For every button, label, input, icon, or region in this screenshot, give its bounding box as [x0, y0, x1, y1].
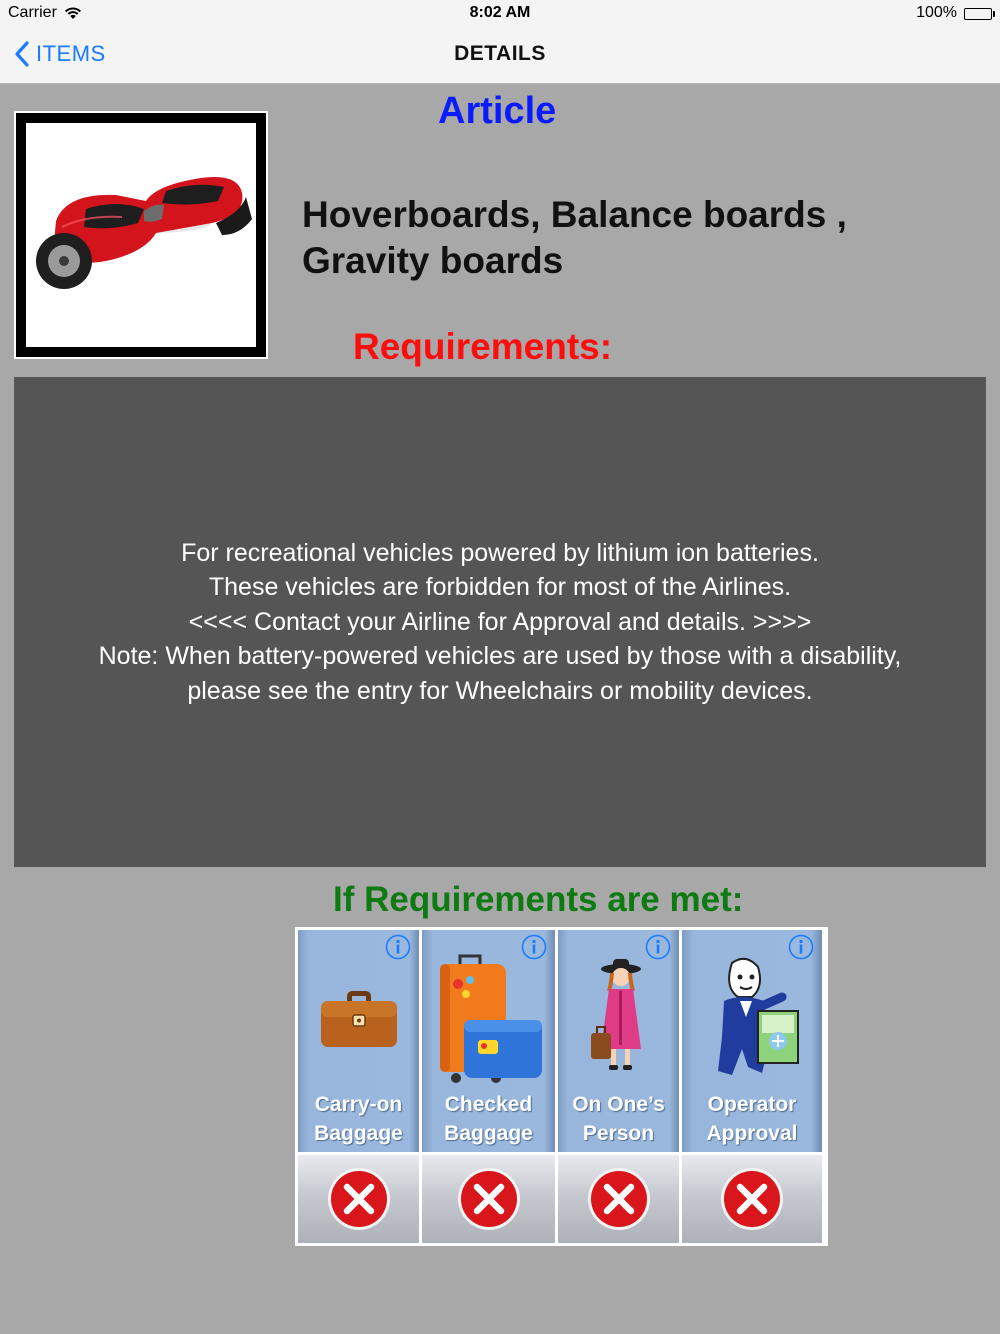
on-ones-person-label: On One’s Person: [572, 1093, 665, 1145]
carry-on-baggage-tile[interactable]: [298, 930, 419, 1152]
navigation-bar: [0, 28, 1000, 84]
status-bar: [0, 0, 1000, 28]
carrier-label: Carrier: [8, 4, 57, 21]
on-person-not-allowed[interactable]: [558, 1152, 679, 1243]
checked-baggage-tile[interactable]: [422, 930, 555, 1152]
checked-not-allowed[interactable]: [422, 1152, 555, 1243]
battery-icon: [964, 8, 992, 20]
operator-approval-tile[interactable]: [682, 930, 822, 1152]
not-allowed-icon: [586, 1166, 652, 1232]
option-carry-on: [298, 930, 422, 1243]
not-allowed-icon: [719, 1166, 785, 1232]
requirements-panel: [14, 377, 986, 867]
hoverboard-image: [26, 123, 256, 313]
requirements-text: For recreational vehicles powered by lithium ion batteries. These vehicles are forbidden for most of the Airlines. <<<< Contact your Airline for Approval and details. >>>> Note: When battery-powered vehicles are used by those with a disability, please see the entry for Wheelchairs or mobility devices.: [98, 538, 902, 705]
not-allowed-icon: [456, 1166, 522, 1232]
article-heading: Article: [438, 90, 557, 132]
requirements-met-heading: If Requirements are met:: [333, 880, 744, 919]
page-title: DETAILS: [454, 42, 546, 65]
not-allowed-icon: [326, 1166, 392, 1232]
option-on-person: [558, 930, 682, 1243]
battery-tip: [993, 11, 995, 17]
article-image: [14, 111, 268, 359]
carry-on-not-allowed[interactable]: [298, 1152, 419, 1243]
operator-approval-label: Operator Approval: [706, 1093, 798, 1145]
checked-baggage-label: Checked Baggage: [444, 1093, 533, 1145]
option-checked: [422, 930, 558, 1243]
operator-approval-not-allowed[interactable]: [682, 1152, 822, 1243]
operator-icon: [682, 954, 822, 1084]
on-ones-person-tile[interactable]: [558, 930, 679, 1152]
requirements-heading: Requirements:: [353, 326, 613, 367]
clock: 8:02 AM: [469, 4, 531, 21]
traveler-icon: [558, 954, 679, 1084]
option-operator-approval: [682, 930, 822, 1243]
battery-percent: 100%: [916, 4, 957, 21]
briefcase-icon: [298, 954, 419, 1084]
article-name: Hoverboards, Balance boards , Gravity boards: [302, 194, 847, 281]
back-button-label: ITEMS: [36, 41, 106, 66]
carry-on-baggage-label: Carry-on Baggage: [314, 1093, 403, 1145]
suitcases-icon: [422, 954, 555, 1084]
transport-options-grid: [295, 927, 828, 1246]
